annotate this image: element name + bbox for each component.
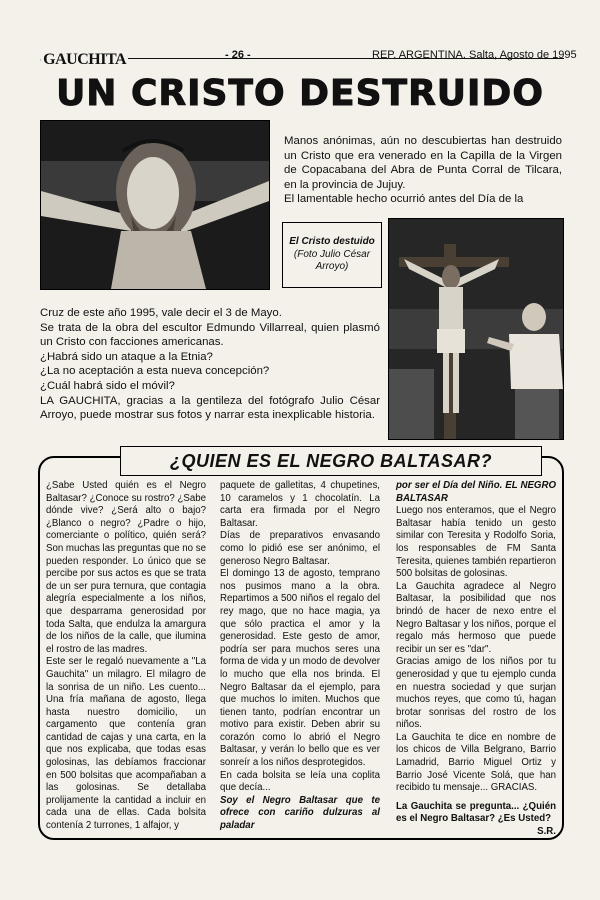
article-column-1 bbox=[46, 480, 206, 833]
crucifix-photo bbox=[388, 218, 564, 440]
place-date: REP. ARGENTINA. Salta, Agosto de 1995 bbox=[372, 49, 577, 61]
col2-paragraph-2: Días de preparativos envasando como lo pidió ese ser anónimo, el generoso Negro Baltasar. bbox=[220, 530, 380, 567]
christ-closeup-photo bbox=[40, 120, 270, 290]
intro-bottom-line-4: ¿La no aceptación a esta nueva concepción? bbox=[40, 365, 270, 378]
article-column-2 bbox=[220, 480, 380, 833]
intro-bottom-line-1: Cruz de este año 1995, vale decir el 3 de Mayo. bbox=[40, 307, 282, 319]
publication-logo bbox=[40, 48, 126, 72]
col2-paragraph-1: paquete de galletitas, 4 chupetines, 10 caramelos y 1 chocolatín. La carta era firmada por el Negro Baltasar. bbox=[220, 480, 380, 529]
col3-verse: por ser el Día del Niño. EL NEGRO BALTASAR bbox=[396, 480, 556, 504]
col2-verse: Soy el Negro Baltasar que te ofrece con cariño dulzuras al paladar bbox=[220, 794, 380, 832]
photo-caption bbox=[282, 222, 382, 288]
bell-icon bbox=[40, 50, 41, 70]
intro-paragraph-bottom bbox=[40, 306, 380, 423]
intro-line-2: El lamentable hecho ocurrió antes del Día de la bbox=[284, 193, 524, 206]
col3-question: La Gauchita se pregunta... ¿Quién es el Negro Baltasar? ¿Es Usted? bbox=[396, 800, 556, 825]
col3-paragraph-3: Gracias amigo de los niños por tu generosidad y que tu ejemplo cunda en nuestra sociedad y que surjan muchos reyes, que como tú, hagan brotar sonrisas del rostro de los niños. bbox=[396, 656, 556, 731]
col3-paragraph-1: Luego nos enteramos, que el Negro Baltasar había tenido un gesto similar con Teresita y Rodolfo Soria, los responsables de FM Santa Teresita, quienes también repartieron 500 bolsitas de golosinas. bbox=[396, 505, 556, 580]
article-column-3 bbox=[396, 480, 556, 839]
col2-paragraph-3: El domingo 13 de agosto, temprano nos pusimos mano a la obra. Repartimos a 500 niños el regalo del rey mago, que no hace magia, ya que sólo practica el amor y la generosidad. Este gesto de amor, podría ser para muchos seres una forma de vida y un modo de devolver lo mucho que ella nos brinda. El Negro Baltasar da el ejemplo, para que muchos lo imiten. Muchos que tienen tanto, podrían encontrar un motivo para existir. Deben abrir su corazón como lo abrió el Negro Baltasar, y verán lo bello que es ver sonreír a los niños desprotegidos. bbox=[220, 568, 380, 769]
col1-paragraph-1: ¿Sabe Usted quién es el Negro Baltasar? ¿Conoce su rostro? ¿Sabe dónde vive? ¿Será alto o bajo? ¿Blanco o negro? ¿Padre o hijo, comerciante o político, quién será? Son muchas las preguntas que no se pueden responder. Lo único que se percibe por sus actos es que se trata de un ser pura ternura, que contagia alegría especialmente a los niños, que desparrama generosidad por toda Salta, que endulza la amargura de los niños de la calle, que ilumina el rostro de las madres. bbox=[46, 480, 206, 655]
box-title: ¿QUIEN ES EL NEGRO BALTASAR? bbox=[120, 446, 542, 476]
intro-bottom-line-2: Se trata de la obra del escultor Edmundo Villarreal, quien plasmó un Cristo con facciones americanas. bbox=[40, 321, 380, 349]
intro-bottom-line-6: LA GAUCHITA, gracias a la gentileza del fotógrafo Julio César Arroyo, puede mostrar sus fotos y narrar esta inexplicable historia. bbox=[40, 394, 380, 422]
caption-title: El Cristo destuido bbox=[289, 236, 375, 248]
col1-paragraph-2: Este ser le regaló nuevamente a "La Gauchita" un milagro. El milagro de la sonrisa de un niño. Les cuento... Una fría mañana de agosto, llega hasta nuestro domicilio, un cargamento que contenía gran cantidad de cajas y una carta, en la que nos explicaba, que todas esas golosinas, las debíamos fraccionar en 500 bolsitas que acompañaban a las golosinas. Se detallaba prolijamente la cantidad a incluir en cada una de ellas. Cada bolsita contenía 2 turrones, 1 alfajor, y bbox=[46, 656, 206, 832]
caption-credit: (Foto Julio César Arroyo) bbox=[293, 248, 371, 273]
page-number: - 26 - bbox=[225, 49, 251, 61]
page-headline: UN CRISTO DESTRUIDO bbox=[56, 73, 544, 114]
intro-bottom-line-3: ¿Habrá sido un ataque a la Etnia? bbox=[40, 350, 213, 363]
intro-paragraph-top bbox=[284, 134, 562, 207]
logo-text: GAUCHITA bbox=[43, 51, 126, 68]
col3-paragraph-4: La Gauchita te dice en nombre de los chicos de Villa Belgrano, Barrio Lamadrid, Barrio Miguel Ortiz y Barrio José Vicente Solá, que han recibido tu mensaje... GRACIAS. bbox=[396, 731, 556, 794]
intro-bottom-line-5: ¿Cuál habrá sido el móvil? bbox=[40, 379, 175, 392]
signature: S.R. bbox=[537, 826, 556, 838]
intro-line-1: Manos anónimas, aún no descubiertas han destruido un Cristo que era venerado en la Capilla de la Virgen de Copacabana del Abra de Punta Corral de Tilcara, en la provincia de Jujuy. bbox=[284, 135, 562, 191]
col2-paragraph-4: En cada bolsita se leía una coplita que decía... bbox=[220, 769, 380, 794]
col3-paragraph-2: La Gauchita agradece al Negro Baltasar, la posibilidad que nos brindó de hacer de nexo entre el Negro Baltasar y los niños, porque el regalo más hermoso que puede recibir un ser es "dar". bbox=[396, 580, 556, 655]
